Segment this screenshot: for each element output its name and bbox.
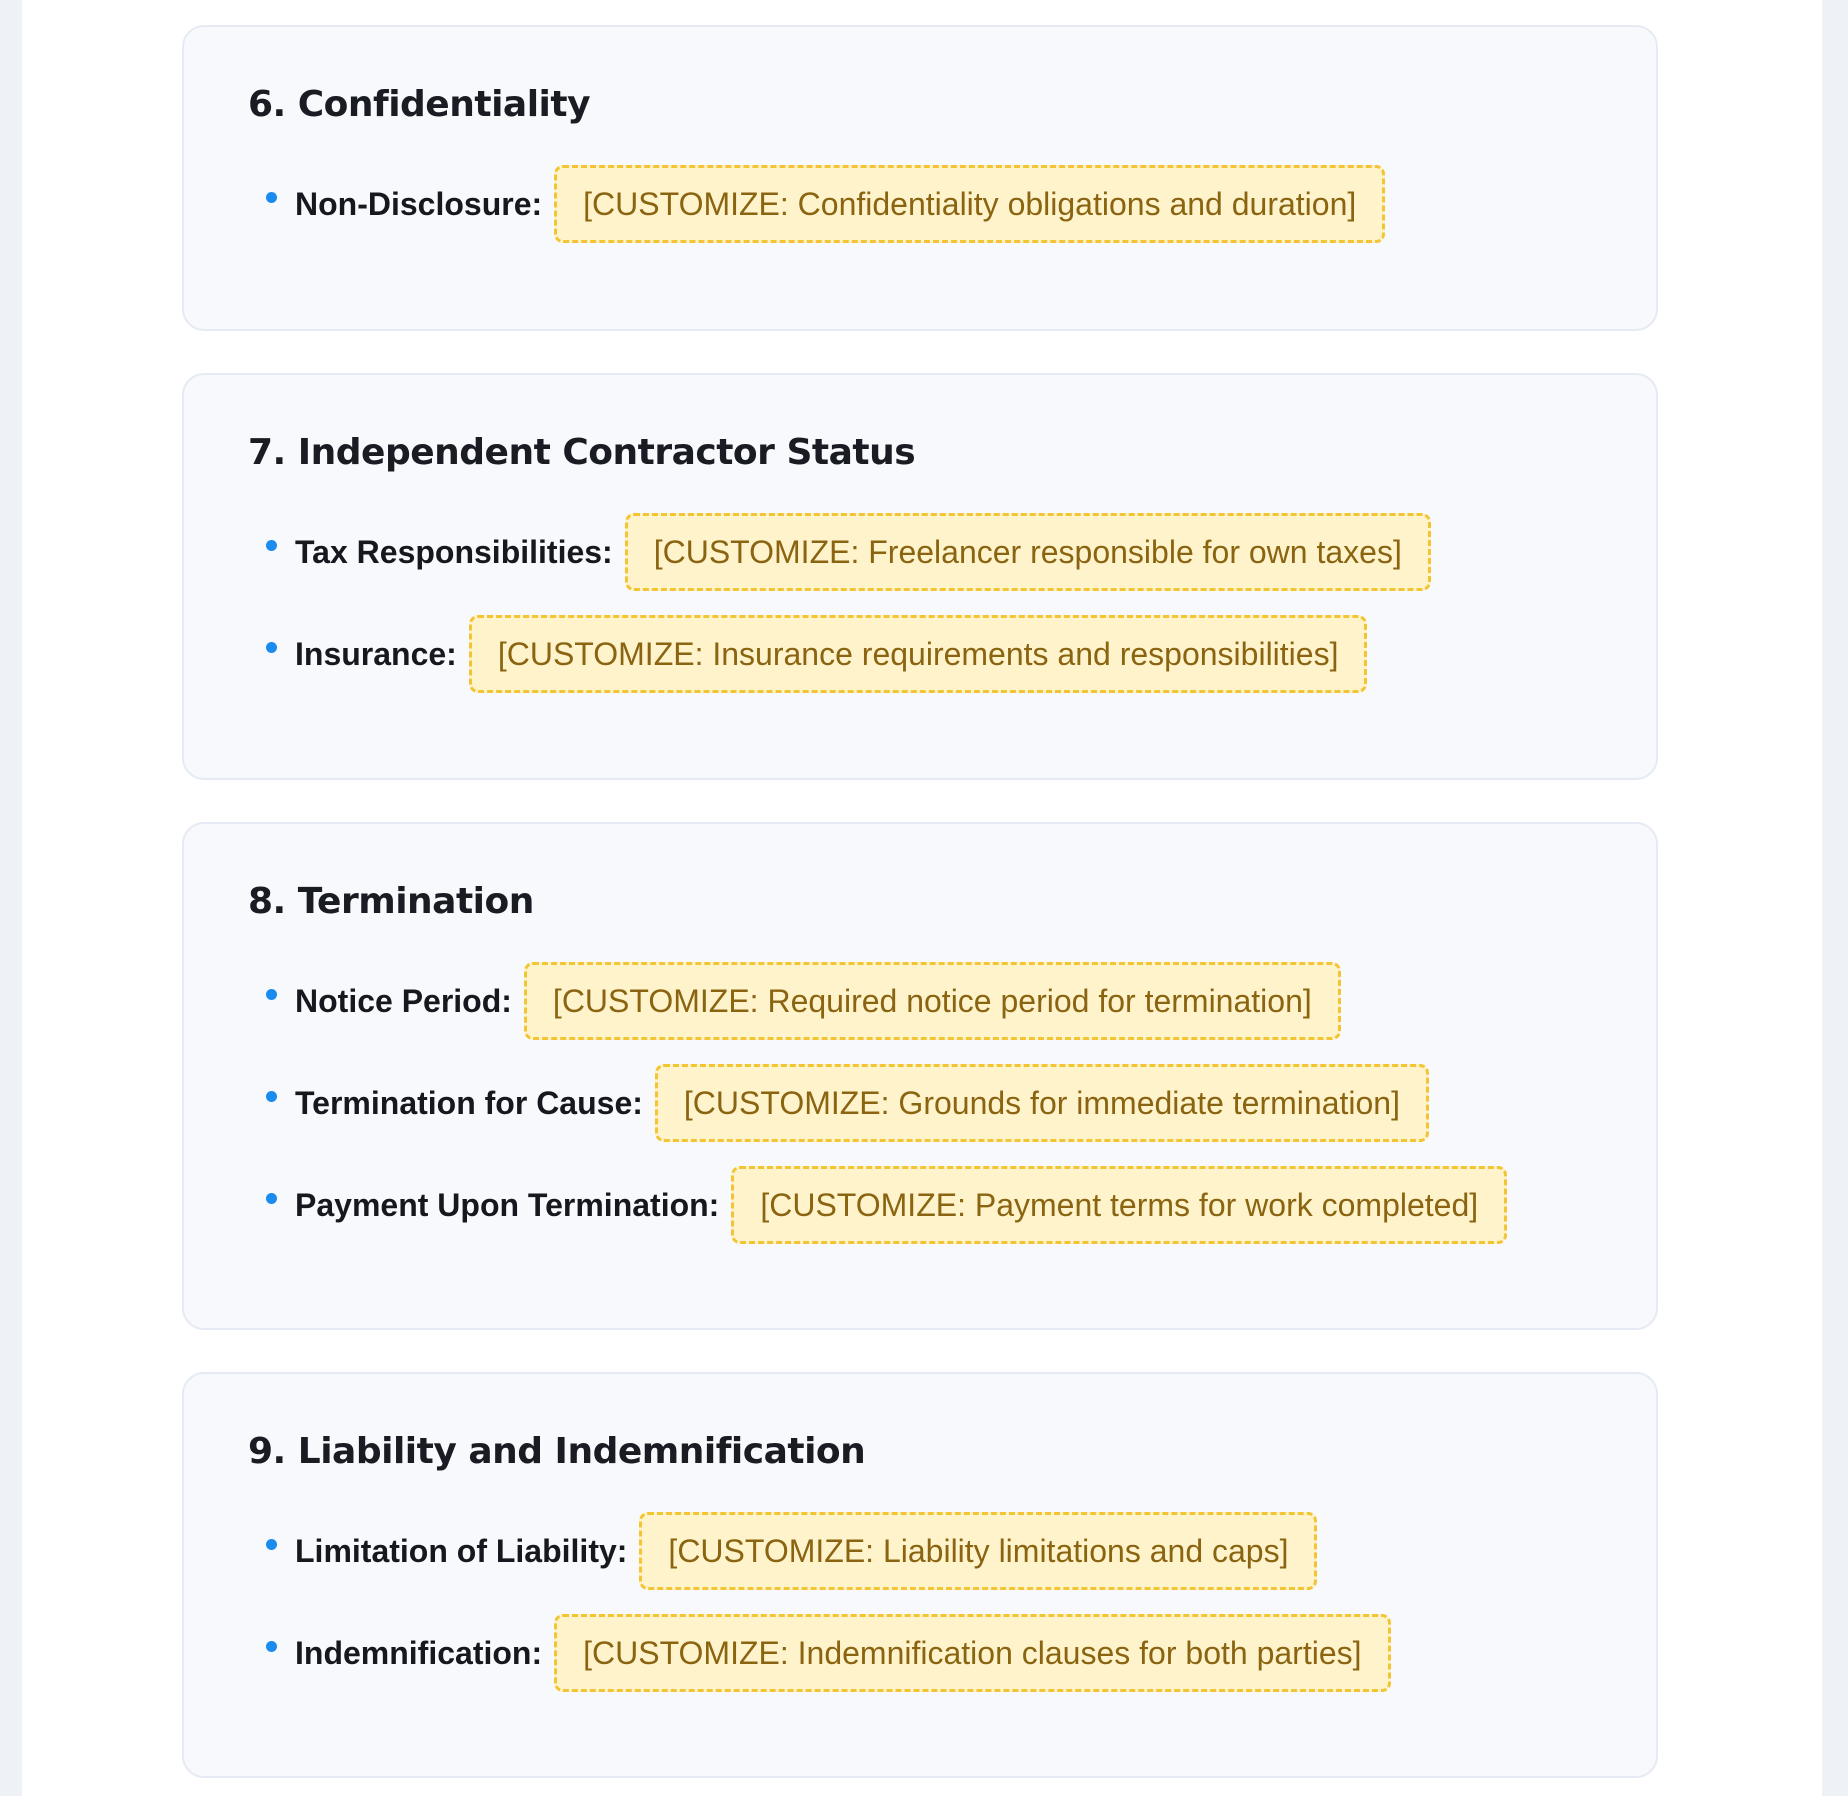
section-title: 7. Independent Contractor Status <box>248 432 916 473</box>
customize-placeholder[interactable]: [CUSTOMIZE: Confidentiality obligations and duration] <box>554 165 1385 243</box>
clause-label: Payment Upon Termination: <box>295 1186 720 1223</box>
clause-list <box>248 513 1592 693</box>
customize-placeholder[interactable]: [CUSTOMIZE: Payment terms for work completed] <box>731 1166 1507 1244</box>
clause-label: Tax Responsibilities: <box>295 533 613 570</box>
list-item <box>248 513 1592 591</box>
section-confidentiality <box>182 25 1658 331</box>
list-item <box>248 615 1592 693</box>
document-page <box>22 0 1822 1796</box>
section-independent-contractor-status <box>182 373 1658 780</box>
customize-placeholder[interactable]: [CUSTOMIZE: Insurance requirements and responsibilities] <box>469 615 1368 693</box>
bullet-icon <box>266 1641 277 1652</box>
clause-label: Notice Period: <box>295 982 512 1019</box>
bullet-icon <box>266 1091 277 1102</box>
bullet-icon <box>266 989 277 1000</box>
clause-list <box>248 1512 1592 1692</box>
bullet-icon <box>266 192 277 203</box>
clause-label: Termination for Cause: <box>295 1084 643 1121</box>
list-item <box>248 962 1592 1040</box>
customize-placeholder[interactable]: [CUSTOMIZE: Indemnification clauses for both parties] <box>554 1614 1390 1692</box>
clause-label: Non-Disclosure: <box>295 185 543 222</box>
bullet-icon <box>266 1193 277 1204</box>
customize-placeholder[interactable]: [CUSTOMIZE: Liability limitations and caps] <box>639 1512 1317 1590</box>
customize-placeholder[interactable]: [CUSTOMIZE: Grounds for immediate termination] <box>655 1064 1429 1142</box>
bullet-icon <box>266 1539 277 1550</box>
customize-placeholder[interactable]: [CUSTOMIZE: Required notice period for termination] <box>524 962 1341 1040</box>
section-termination <box>182 822 1658 1330</box>
list-item <box>248 1064 1592 1142</box>
bullet-icon <box>266 642 277 653</box>
section-title: 8. Termination <box>248 881 534 922</box>
clause-list <box>248 962 1592 1244</box>
list-item <box>248 1614 1592 1692</box>
clause-label: Indemnification: <box>295 1634 543 1671</box>
section-title: 6. Confidentiality <box>248 84 591 125</box>
list-item <box>248 1166 1592 1244</box>
list-item <box>248 1512 1592 1590</box>
bullet-icon <box>266 540 277 551</box>
section-liability-and-indemnification <box>182 1372 1658 1778</box>
customize-placeholder[interactable]: [CUSTOMIZE: Freelancer responsible for own taxes] <box>625 513 1431 591</box>
list-item <box>248 165 1592 243</box>
clause-label: Insurance: <box>295 635 457 672</box>
clause-label: Limitation of Liability: <box>295 1532 628 1569</box>
clause-list <box>248 165 1592 243</box>
section-title: 9. Liability and Indemnification <box>248 1431 866 1472</box>
